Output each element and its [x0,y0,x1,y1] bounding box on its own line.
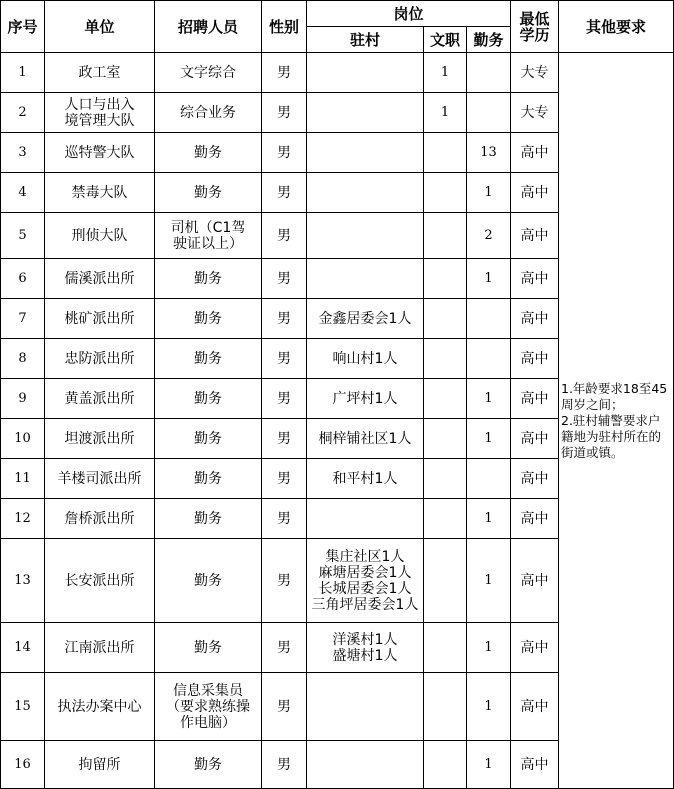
cell-unit: 执法办案中心 [45,673,155,741]
cell-gender: 男 [262,259,307,299]
cell-role: 勤务 [155,379,262,419]
cell-duty [467,93,511,133]
cell-unit: 忠防派出所 [45,339,155,379]
cell-role: 文字综合 [155,53,262,93]
cell-role: 勤务 [155,741,262,789]
cell-seq: 7 [1,299,45,339]
cell-unit: 人口与出入 境管理大队 [45,93,155,133]
cell-edu: 大专 [511,93,559,133]
cell-village: 桐梓铺社区1人 [307,419,424,459]
cell-role: 信息采集员 （要求熟练操 作电脑） [155,673,262,741]
cell-clerk: 1 [424,93,467,133]
cell-village [307,93,424,133]
cell-edu: 高中 [511,213,559,259]
cell-village [307,673,424,741]
cell-seq: 15 [1,673,45,741]
cell-village [307,53,424,93]
cell-role: 勤务 [155,339,262,379]
cell-gender: 男 [262,623,307,673]
cell-duty: 1 [467,173,511,213]
cell-role: 勤务 [155,173,262,213]
cell-clerk [424,741,467,789]
cell-village [307,741,424,789]
cell-gender: 男 [262,339,307,379]
cell-unit: 政工室 [45,53,155,93]
cell-village [307,213,424,259]
cell-gender: 男 [262,539,307,623]
cell-village: 洋溪村1人 盛塘村1人 [307,623,424,673]
cell-village [307,133,424,173]
cell-seq: 10 [1,419,45,459]
header-seq: 序号 [1,1,45,53]
cell-clerk [424,173,467,213]
cell-duty: 2 [467,213,511,259]
cell-seq: 9 [1,379,45,419]
cell-edu: 高中 [511,741,559,789]
cell-role: 司机（C1驾 驶证以上） [155,213,262,259]
cell-edu: 高中 [511,259,559,299]
cell-seq: 13 [1,539,45,623]
cell-gender: 男 [262,93,307,133]
header-other: 其他要求 [559,1,674,53]
cell-village: 响山村1人 [307,339,424,379]
cell-edu: 高中 [511,299,559,339]
cell-clerk [424,673,467,741]
cell-gender: 男 [262,673,307,741]
cell-village [307,173,424,213]
cell-seq: 3 [1,133,45,173]
header-edu: 最低学历 [511,1,559,53]
cell-role: 勤务 [155,623,262,673]
cell-seq: 5 [1,213,45,259]
cell-seq: 16 [1,741,45,789]
header-village: 驻村 [307,27,424,53]
cell-seq: 11 [1,459,45,499]
cell-village [307,259,424,299]
cell-unit: 长安派出所 [45,539,155,623]
cell-role: 勤务 [155,499,262,539]
cell-gender: 男 [262,379,307,419]
cell-unit: 儒溪派出所 [45,259,155,299]
cell-village: 和平村1人 [307,459,424,499]
cell-seq: 1 [1,53,45,93]
cell-role: 勤务 [155,299,262,339]
cell-edu: 高中 [511,539,559,623]
cell-gender: 男 [262,133,307,173]
cell-village [307,499,424,539]
cell-edu: 高中 [511,173,559,213]
cell-edu: 高中 [511,379,559,419]
header-post: 岗位 [307,1,511,27]
cell-clerk [424,339,467,379]
cell-clerk [424,213,467,259]
cell-duty: 1 [467,419,511,459]
header-unit: 单位 [45,1,155,53]
cell-edu: 高中 [511,673,559,741]
cell-seq: 6 [1,259,45,299]
cell-duty: 1 [467,741,511,789]
cell-village: 集庄社区1人 麻塘居委会1人 长城居委会1人 三角坪居委会1人 [307,539,424,623]
cell-edu: 高中 [511,499,559,539]
cell-unit: 禁毒大队 [45,173,155,213]
cell-seq: 12 [1,499,45,539]
cell-gender: 男 [262,53,307,93]
cell-role: 勤务 [155,259,262,299]
table-row [1,53,674,93]
cell-duty: 1 [467,499,511,539]
cell-unit: 坦渡派出所 [45,419,155,459]
cell-gender: 男 [262,499,307,539]
cell-duty: 1 [467,379,511,419]
cell-duty [467,459,511,499]
cell-gender: 男 [262,173,307,213]
cell-unit: 黄盖派出所 [45,379,155,419]
cell-edu: 高中 [511,339,559,379]
other-requirements: 1.年龄要求18至45周岁之间； 2.驻村辅警要求户籍地为驻村所在的街道或镇。 [559,53,674,789]
cell-clerk [424,459,467,499]
cell-duty: 1 [467,259,511,299]
cell-seq: 4 [1,173,45,213]
cell-clerk: 1 [424,53,467,93]
cell-edu: 高中 [511,133,559,173]
cell-clerk [424,299,467,339]
cell-duty: 1 [467,623,511,673]
cell-unit: 詹桥派出所 [45,499,155,539]
cell-role: 勤务 [155,133,262,173]
cell-gender: 男 [262,213,307,259]
cell-clerk [424,623,467,673]
cell-unit: 巡特警大队 [45,133,155,173]
cell-duty: 1 [467,673,511,741]
cell-duty [467,299,511,339]
cell-edu: 高中 [511,623,559,673]
cell-gender: 男 [262,419,307,459]
cell-clerk [424,539,467,623]
cell-unit: 拘留所 [45,741,155,789]
cell-unit: 江南派出所 [45,623,155,673]
cell-village: 广坪村1人 [307,379,424,419]
cell-duty: 13 [467,133,511,173]
cell-unit: 羊楼司派出所 [45,459,155,499]
cell-role: 综合业务 [155,93,262,133]
cell-unit: 桃矿派出所 [45,299,155,339]
cell-duty [467,339,511,379]
header-role: 招聘人员 [155,1,262,53]
cell-unit: 刑侦大队 [45,213,155,259]
cell-duty: 1 [467,539,511,623]
cell-seq: 14 [1,623,45,673]
cell-edu: 大专 [511,53,559,93]
cell-role: 勤务 [155,539,262,623]
cell-role: 勤务 [155,459,262,499]
cell-clerk [424,259,467,299]
cell-gender: 男 [262,741,307,789]
cell-seq: 2 [1,93,45,133]
cell-clerk [424,419,467,459]
cell-clerk [424,499,467,539]
header-duty: 勤务 [467,27,511,53]
cell-clerk [424,133,467,173]
cell-duty [467,53,511,93]
header-clerk: 文职 [424,27,467,53]
cell-village: 金鑫居委会1人 [307,299,424,339]
cell-gender: 男 [262,299,307,339]
cell-clerk [424,379,467,419]
cell-gender: 男 [262,459,307,499]
cell-edu: 高中 [511,419,559,459]
table-body [1,53,674,789]
header-gender: 性别 [262,1,307,53]
cell-seq: 8 [1,339,45,379]
cell-role: 勤务 [155,419,262,459]
cell-edu: 高中 [511,459,559,499]
